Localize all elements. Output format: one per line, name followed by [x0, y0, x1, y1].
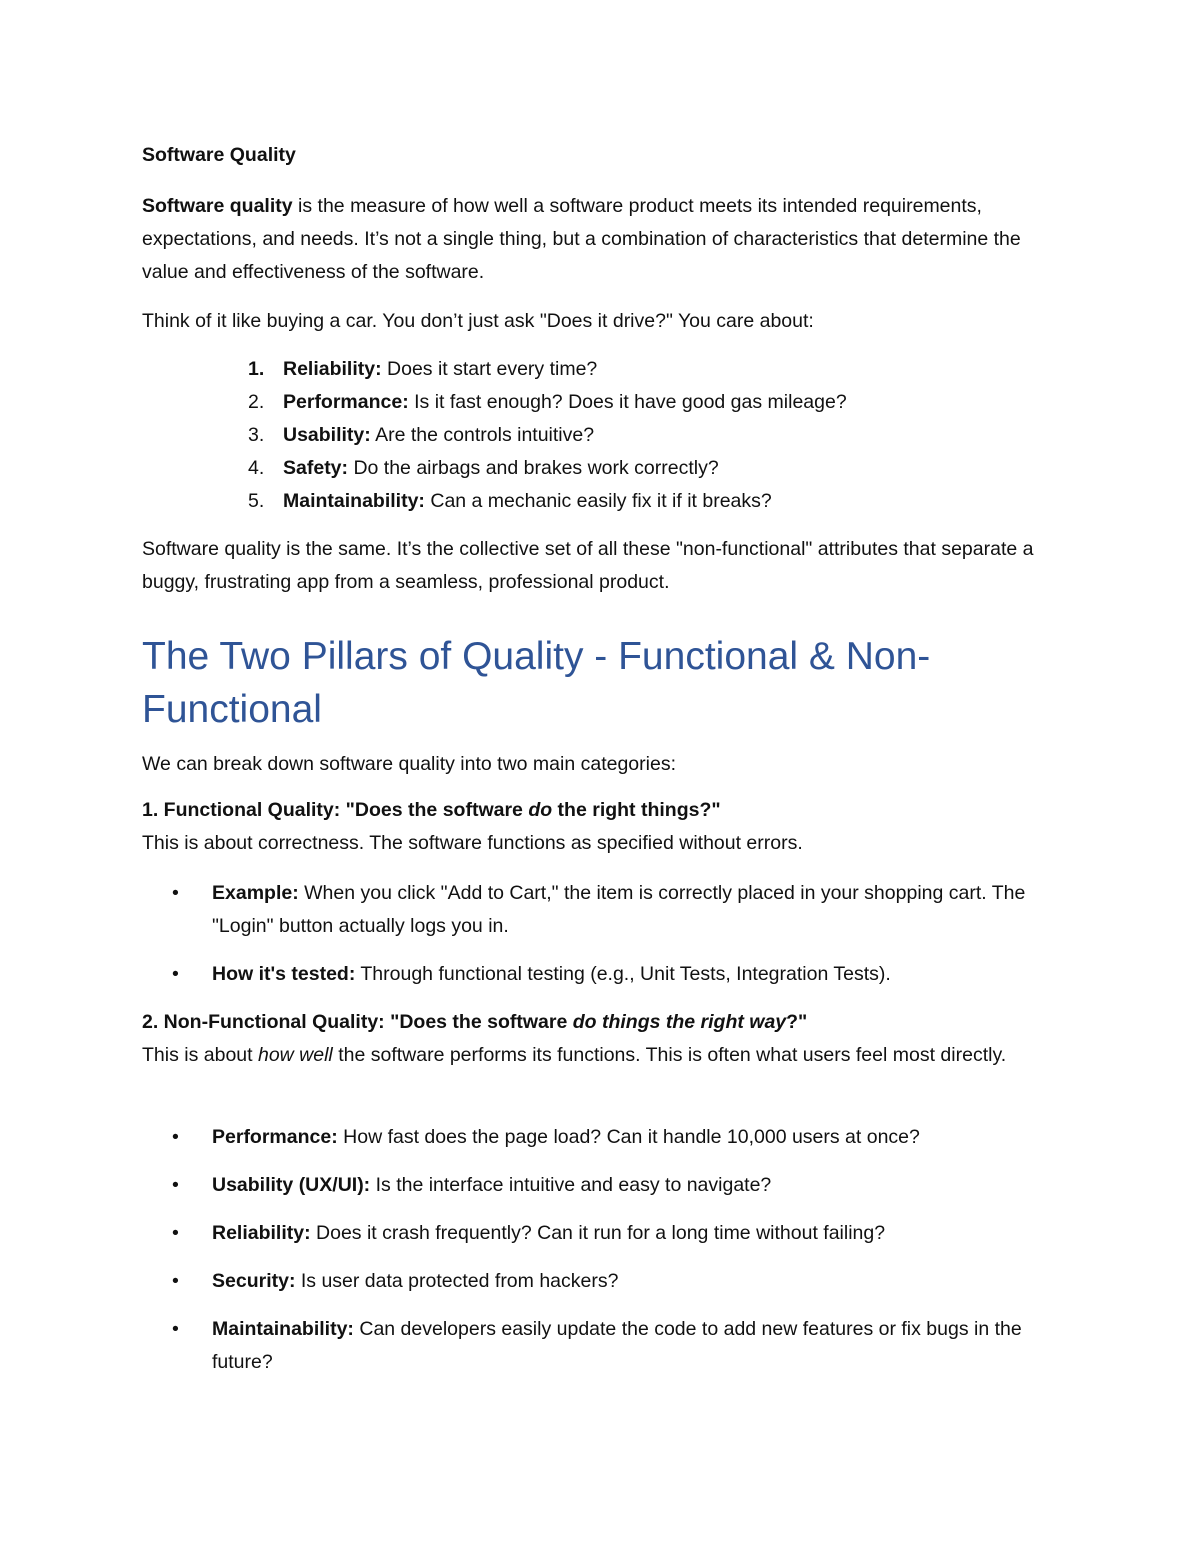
list-number: 3.	[248, 424, 265, 446]
list-item-text: Can a mechanic easily fix it if it breaks?	[424, 490, 772, 512]
list-item	[172, 958, 1052, 991]
bullet-icon: •	[172, 882, 179, 904]
list-number: 1.	[248, 358, 265, 380]
list-item	[172, 1313, 1052, 1379]
list-item	[172, 1169, 1052, 1202]
list-item	[172, 1121, 1052, 1154]
intro-bold-term: Software quality	[142, 195, 293, 217]
summary-paragraph: Software quality is the same. It’s the collective set of all these "non-functional" attributes that separate a buggy, frustrating app from a seamless, professional product.	[142, 538, 1034, 593]
list-item-text: Does it start every time?	[381, 358, 598, 380]
list-item-text: Does it crash frequently? Can it run for a long time without failing?	[310, 1222, 886, 1244]
bullet-icon: •	[172, 1270, 179, 1292]
list-item	[172, 877, 1052, 943]
list-item	[172, 1217, 1052, 1250]
description-text: the software performs its functions. This is often what users feel most directly.	[332, 1044, 1007, 1066]
nonfunctional-description	[142, 1039, 1042, 1072]
section-heading: The Two Pillars of Quality - Functional & Non-Functional	[142, 635, 931, 731]
heading-text: ?"	[786, 1011, 808, 1033]
bullet-icon: •	[172, 963, 179, 985]
list-item-text: How fast does the page load? Can it handle 10,000 users at once?	[337, 1126, 920, 1148]
description-text: This is about	[142, 1044, 258, 1066]
list-item-text: Can developers easily update the code to add new features or fix bugs in the future?	[212, 1318, 1022, 1373]
list-item-label: Reliability:	[283, 358, 382, 380]
heading-text: 1. Functional Quality: "Does the software	[142, 799, 529, 821]
list-item-label: Reliability:	[212, 1222, 311, 1244]
list-item	[172, 1265, 1052, 1298]
bullet-icon: •	[172, 1222, 179, 1244]
description-emphasis: how well	[257, 1044, 333, 1066]
list-item-label: Safety:	[283, 457, 349, 479]
list-item-text: Are the controls intuitive?	[370, 424, 595, 446]
list-item-label: Example:	[212, 882, 299, 904]
intro-paragraph	[142, 190, 1062, 289]
list-item-text: Is the interface intuitive and easy to navigate?	[370, 1174, 772, 1196]
list-item-label: Maintainability:	[212, 1318, 354, 1340]
list-number: 2.	[248, 391, 265, 413]
list-item-text: When you click "Add to Cart," the item is correctly placed in your shopping cart. The "Login" button actually logs you in.	[212, 882, 1026, 937]
car-intro-paragraph: Think of it like buying a car. You don’t just ask "Does it drive?" You care about:	[142, 310, 814, 332]
list-number: 5.	[248, 490, 265, 512]
bullet-icon: •	[172, 1318, 179, 1340]
list-item-text: Is it fast enough? Does it have good gas mileage?	[408, 391, 847, 413]
list-item-label: Usability (UX/UI):	[212, 1174, 371, 1196]
list-item-text: Is user data protected from hackers?	[295, 1270, 619, 1292]
heading-emphasis: do things the right way	[572, 1011, 787, 1033]
list-item-label: Performance:	[212, 1126, 338, 1148]
document-title: Software Quality	[142, 144, 296, 166]
list-number: 4.	[248, 457, 265, 479]
break-down-paragraph: We can break down software quality into two main categories:	[142, 753, 676, 775]
nonfunctional-bullet-list	[172, 1121, 1052, 1379]
list-item-label: Usability:	[283, 424, 371, 446]
list-item-label: How it's tested:	[212, 963, 356, 985]
bullet-icon: •	[172, 1174, 179, 1196]
list-item-label: Security:	[212, 1270, 296, 1292]
heading-text: the right things?"	[552, 799, 721, 821]
intro-text: is the measure of how well a software product meets its intended requirements, expectations, and needs. It’s not a single thing, but a combination of characteristics that determine the value and effectiveness of the software.	[142, 195, 1021, 283]
functional-quality-heading	[142, 795, 721, 825]
heading-emphasis: do	[528, 799, 553, 821]
list-item-label: Maintainability:	[283, 490, 425, 512]
list-item-label: Performance:	[283, 391, 409, 413]
bullet-icon: •	[172, 1126, 179, 1148]
list-item-text: Through functional testing (e.g., Unit Tests, Integration Tests).	[355, 963, 891, 985]
nonfunctional-quality-heading	[142, 1007, 807, 1037]
list-item-text: Do the airbags and brakes work correctly?	[348, 457, 719, 479]
functional-bullet-list	[172, 877, 1052, 991]
heading-text: 2. Non-Functional Quality: "Does the software	[142, 1011, 573, 1033]
functional-description: This is about correctness. The software functions as specified without errors.	[142, 832, 803, 854]
